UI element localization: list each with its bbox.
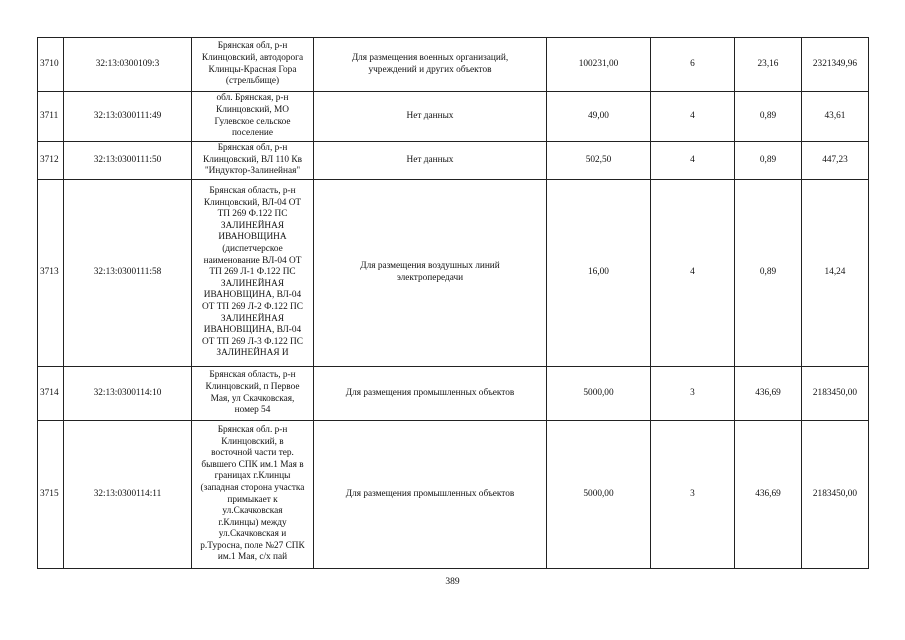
cell-text-line: Клинцовский, автодорога (201, 52, 304, 63)
area-cell: 5000,00 (547, 367, 651, 421)
cell-text-line: ТП 269 Л-1 Ф.122 ПС (209, 267, 296, 278)
cost-cell: 43,61 (802, 92, 869, 142)
cell-text-line: р.Туросна, поле №27 СПК (200, 540, 305, 551)
cell-text-line: (западная сторона участка (200, 482, 305, 493)
cell-text-line: ЗАЛИНЕЙНАЯ И (216, 348, 289, 359)
category-cell: 3 (651, 367, 735, 421)
page-number: 389 (445, 577, 460, 587)
row-number-cell: 3715 (38, 421, 64, 569)
category-cell: 6 (651, 38, 735, 92)
cell-text-line: (стрельбище) (225, 76, 280, 87)
cell-text-line: границах г.Клинцы (214, 471, 291, 482)
cell-text-line: ЗАЛИНЕЙНАЯ (220, 278, 285, 289)
area-cell: 49,00 (547, 92, 651, 142)
cost-cell: 2183450,00 (802, 367, 869, 421)
purpose-cell (314, 421, 547, 569)
rate-cell: 436,69 (735, 367, 802, 421)
rate-cell: 23,16 (735, 38, 802, 92)
area-cell: 502,50 (547, 142, 651, 180)
cell-text-line: ул.Скачковская (222, 506, 283, 517)
cell-text-line: Нет данных (406, 154, 454, 165)
category-cell: 4 (651, 180, 735, 367)
cell-text-line: Брянская область, р-н (209, 370, 296, 381)
cell-text-line: (диспетчерское (222, 244, 283, 255)
cost-cell: 2321349,96 (802, 38, 869, 92)
rate-cell: 436,69 (735, 421, 802, 569)
cell-text-line: ТП 269 Ф.122 ПС (217, 209, 288, 220)
cost-cell: 447,23 (802, 142, 869, 180)
cell-text-line: поселение (231, 128, 274, 139)
cost-cell: 14,24 (802, 180, 869, 367)
cell-text-line: Для размещения воздушных линий (360, 261, 500, 272)
cadastral-number-cell: 32:13:0300111:50 (64, 142, 192, 180)
cell-text-line: Для размещения военных организаций, (351, 52, 509, 63)
table-row (38, 180, 869, 367)
category-cell: 3 (651, 421, 735, 569)
cell-text-line: бывшего СПК им.1 Мая в (201, 459, 304, 470)
table-row (38, 142, 869, 180)
cell-text-line: Клинцы-Красная Гора (208, 64, 297, 75)
cell-text-line: ИВАНОВЩИНА (218, 232, 287, 243)
cadastral-number-cell: 32:13:0300114:11 (64, 421, 192, 569)
cell-text-line: учреждений и других объектов (368, 64, 492, 75)
cell-text-line: г.Клинцы) между (218, 517, 287, 528)
cell-text-line: ЗАЛИНЕЙНАЯ (220, 313, 285, 324)
cell-text-line: наименование ВЛ-04 ОТ (203, 255, 302, 266)
area-cell: 16,00 (547, 180, 651, 367)
cadastral-number-cell: 32:13:0300111:49 (64, 92, 192, 142)
cell-text-line: ЗАЛИНЕЙНАЯ (220, 220, 285, 231)
cadastral-number-cell: 32:13:0300109:3 (64, 38, 192, 92)
rate-cell: 0,89 (735, 92, 802, 142)
cell-text-line: номер 54 (234, 405, 271, 416)
cell-text-line: "Индуктор-Залинейная" (204, 166, 301, 177)
cost-cell: 2183450,00 (802, 421, 869, 569)
cadastral-number-cell: 32:13:0300114:10 (64, 367, 192, 421)
row-number-cell: 3712 (38, 142, 64, 180)
purpose-cell (314, 367, 547, 421)
row-number-cell: 3714 (38, 367, 64, 421)
cell-text-line: Нет данных (406, 110, 454, 121)
cell-text-line: Мая, ул Скачковская, (210, 393, 295, 404)
cell-text-line: Клинцовский, в (221, 436, 284, 447)
rate-cell: 0,89 (735, 142, 802, 180)
cell-text-line: Клинцовский, ВЛ 110 Кв (203, 154, 302, 165)
cell-text-line: электропередачи (396, 273, 464, 283)
address-cell (192, 367, 314, 421)
purpose-cell (314, 142, 547, 180)
table-row (38, 367, 869, 421)
cell-text-line: Брянская обл. р-н (217, 424, 288, 435)
cell-text-line: обл. Брянская, р-н (216, 93, 289, 104)
row-number-cell: 3710 (38, 38, 64, 92)
cell-text-line: Клинцовский, п Первое (205, 381, 300, 392)
purpose-cell (314, 38, 547, 92)
cadastral-number-cell: 32:13:0300111:58 (64, 180, 192, 367)
address-cell (192, 38, 314, 92)
cell-text-line: Клинцовский, ВЛ-04 ОТ (203, 197, 302, 208)
cell-text-line: Гулевское сельское (214, 116, 291, 127)
cell-text-line: ОТ ТП 269 Л-2 Ф.122 ПС (202, 301, 303, 312)
address-cell (192, 180, 314, 367)
cell-text-line: примыкает к (227, 494, 278, 505)
category-cell: 4 (651, 92, 735, 142)
row-number-cell: 3711 (38, 92, 64, 142)
cell-text-line: Для размещения промышленных объектов (345, 488, 515, 499)
cell-text-line: ОТ ТП 269 Л-3 Ф.122 ПС (202, 336, 303, 347)
cell-text-line: Для размещения промышленных объектов (345, 387, 515, 398)
area-cell: 100231,00 (547, 38, 651, 92)
address-cell (192, 92, 314, 142)
area-cell: 5000,00 (547, 421, 651, 569)
address-cell (192, 142, 314, 180)
cell-text-line: ул.Скачковская и (218, 529, 287, 540)
cell-text-line: им.1 Мая, с/х пай (217, 552, 288, 563)
row-number-cell: 3713 (38, 180, 64, 367)
table-row (38, 421, 869, 569)
cell-text-line: восточной части тер. (211, 448, 294, 459)
cell-text-line: Брянская обл, р-н (217, 41, 288, 52)
cell-text-line: ИВАНОВЩИНА, ВЛ-04 (203, 325, 302, 336)
purpose-cell (314, 180, 547, 367)
cell-text-line: Брянская область, р-н (209, 186, 296, 197)
table-row (38, 38, 869, 92)
address-cell (192, 421, 314, 569)
cell-text-line: Брянская обл, р-н (217, 143, 288, 154)
purpose-cell (314, 92, 547, 142)
table-row (38, 92, 869, 142)
land-registry-table (37, 37, 869, 569)
rate-cell: 0,89 (735, 180, 802, 367)
category-cell: 4 (651, 142, 735, 180)
cell-text-line: Клинцовский, МО (216, 104, 289, 115)
cell-text-line: ИВАНОВЩИНА, ВЛ-04 (203, 290, 302, 301)
